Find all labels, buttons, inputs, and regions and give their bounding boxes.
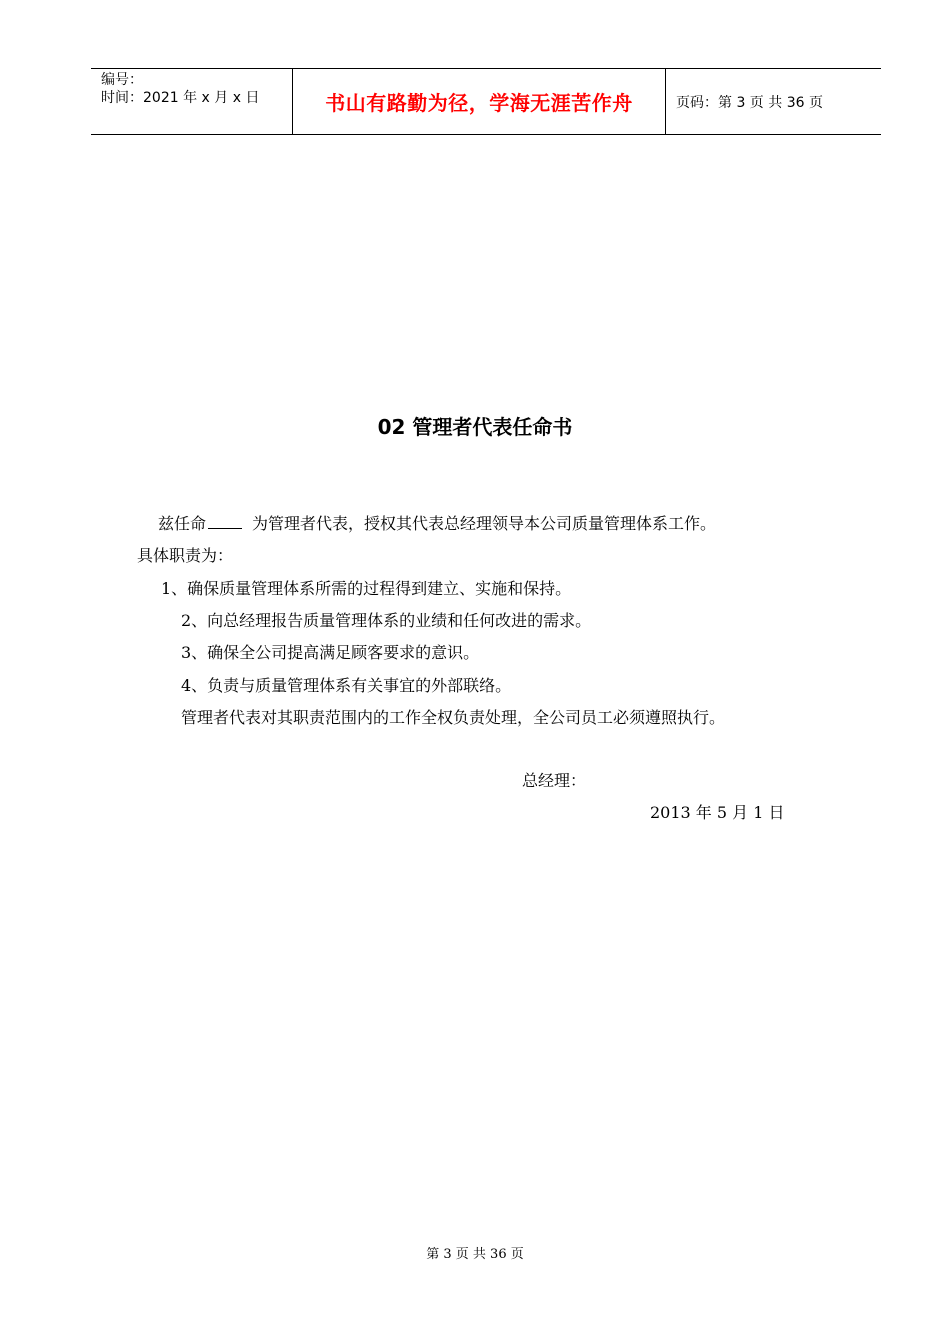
duty-item-1: 1、确保质量管理体系所需的过程得到建立、实施和保持。 xyxy=(161,579,572,598)
appointment-suffix: 为管理者代表，授权其代表总经理领导本公司质量管理体系工作。 xyxy=(252,514,717,533)
appointment-prefix: 兹任命 xyxy=(158,514,207,533)
header-time: 时间：2021 年 x 月 x 日 xyxy=(101,90,260,106)
appointment-sentence xyxy=(158,513,716,535)
appointee-blank xyxy=(208,514,242,529)
page-header xyxy=(91,68,881,135)
document-title: 02 管理者代表任命书 xyxy=(377,415,573,439)
duty-item-2: 2、向总经理报告质量管理体系的业绩和任何改进的需求。 xyxy=(181,611,592,630)
header-motto: 书山有路勤为径，学海无涯苦作舟 xyxy=(325,91,633,115)
document-date: 2013 年 5 月 1 日 xyxy=(650,803,785,822)
duties-heading: 具体职责为： xyxy=(137,546,234,565)
duty-item-3: 3、确保全公司提高满足顾客要求的意识。 xyxy=(181,643,480,662)
signature-label: 总经理： xyxy=(522,771,587,790)
page-footer: 第 3 页 共 36 页 xyxy=(426,1247,524,1262)
closing-statement: 管理者代表对其职责范围内的工作全权负责处理，全公司员工必须遵照执行。 xyxy=(181,708,726,727)
header-info-cell xyxy=(91,69,293,134)
header-number-label: 编号： xyxy=(101,72,143,88)
header-page-cell xyxy=(666,69,881,134)
header-page-number: 页码：第 3 页 共 36 页 xyxy=(676,94,823,111)
header-motto-cell xyxy=(293,69,666,134)
duty-item-4: 4、负责与质量管理体系有关事宜的外部联络。 xyxy=(181,676,512,695)
